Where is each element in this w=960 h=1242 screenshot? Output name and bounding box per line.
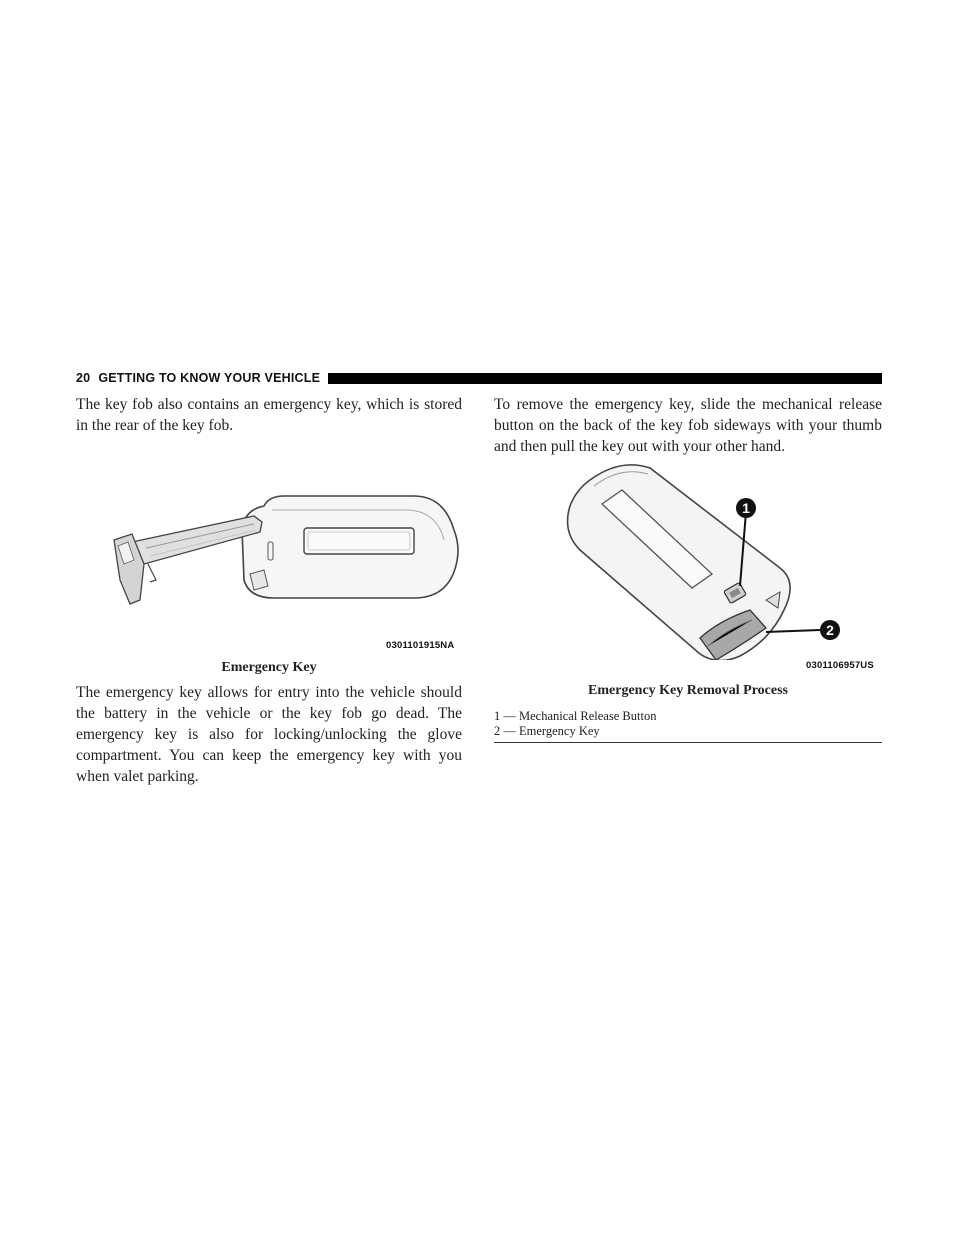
key-fob-back-illustration <box>560 460 890 660</box>
right-intro-paragraph: To remove the emergency key, slide the mechanical release button on the back of the key fob sideways with your thumb and then pull the key out with your other hand. <box>494 396 882 455</box>
removal-process-figure <box>560 460 890 670</box>
callout-2-badge <box>820 620 840 640</box>
left-intro-paragraph: The key fob also contains an emergency key, which is stored in the rear of the key fob. <box>76 396 462 434</box>
section-title: GETTING TO KNOW YOUR VEHICLE <box>98 371 321 385</box>
legend-item: 1 — Mechanical Release Button <box>494 709 657 723</box>
figure-legend <box>494 709 882 743</box>
left-body-paragraph: The emergency key allows for entry into the vehicle should the battery in the vehicle or the key fob go dead. The emergency key is also for locking/unlocking the glove compartment. You can keep the emergency key with you when valet parking. <box>76 684 462 785</box>
emergency-key-figure <box>104 490 474 651</box>
callout-1-label: 1 <box>742 500 750 516</box>
legend-item: 2 — Emergency Key <box>494 724 600 738</box>
figure-caption: Emergency Key <box>221 660 317 675</box>
figure-caption: Emergency Key Removal Process <box>588 683 788 698</box>
page-header <box>76 369 882 387</box>
header-bar <box>328 373 882 384</box>
emergency-key-illustration <box>104 490 474 610</box>
callout-1-badge <box>736 498 756 518</box>
callout-2-label: 2 <box>826 622 834 638</box>
figure-code: 0301101915NA <box>386 640 455 651</box>
figure-code: 0301106957US <box>806 660 874 671</box>
page-number: 20 <box>76 371 91 385</box>
